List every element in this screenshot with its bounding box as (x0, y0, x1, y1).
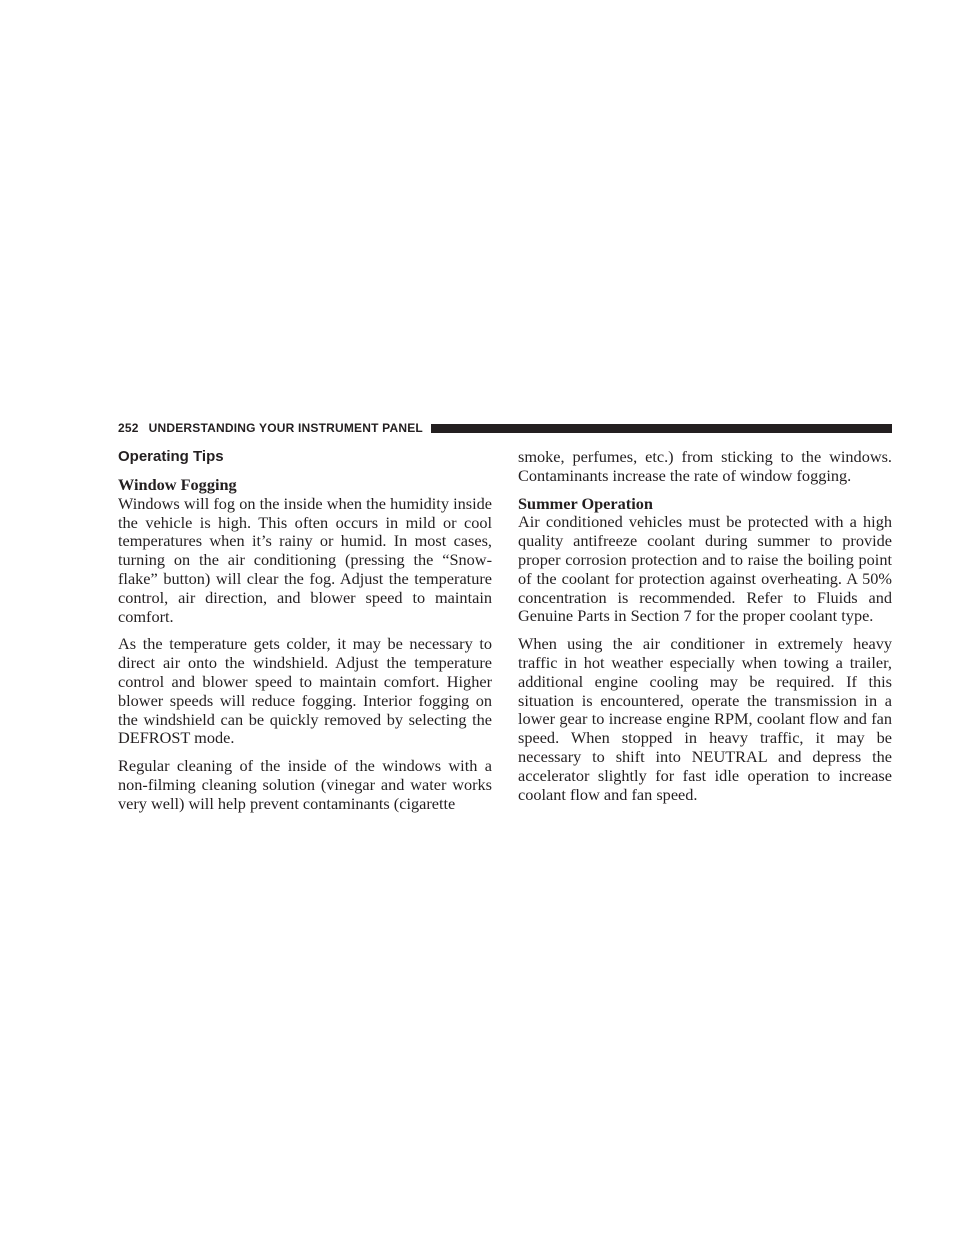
page-number: 252 (118, 421, 139, 435)
paragraph: As the temperature gets colder, it may be necessary to direct air onto the windshield. Adjust the temperature control and blower speed to maintain comfort. Higher blower speeds will reduce fogging. Interior fogging on the windshield can be quickly removed by selecting the DEFROST mode. (118, 634, 492, 748)
left-column (118, 448, 492, 814)
header-rule (431, 424, 892, 433)
subheading-window-fogging: Window Fogging (118, 475, 237, 494)
section-title: Operating Tips (118, 448, 224, 465)
right-column (518, 448, 892, 804)
subheading-summer-operation: Summer Operation (518, 493, 653, 513)
page-header (118, 420, 892, 436)
paragraph: When using the air conditioner in extremely heavy traffic in hot weather especially when towing a trailer, additional engine cooling may be required. If this situation is encountered, operate the transmission in a lower gear to increase engine RPM, coolant flow and fan speed. When stopped in heavy traffic, it may be necessary to shift into NEUTRAL and depress the accelerator slightly for fast idle operation to increase coolant flow and fan speed. (518, 634, 892, 804)
paragraph: Windows will fog on the inside when the humidity inside the vehicle is high. This often occurs in mild or cool temperatures when it’s rainy or humid. In most cases, turning on the air conditioning (pressing the “Snow-flake” button) will clear the fog. Adjust the temperature control, air direction, and blower speed to maintain comfort. (118, 493, 492, 626)
paragraph: Regular cleaning of the inside of the windows with a non-filming cleaning solution (vinegar and water works very well) will help prevent contaminants (cigarette (118, 756, 492, 813)
running-title: UNDERSTANDING YOUR INSTRUMENT PANEL (148, 421, 423, 435)
paragraph: Air conditioned vehicles must be protected with a high quality antifreeze coolant during summer to provide proper corrosion protection and to raise the boiling point of the coolant for protection against overheating. A 50% concentration is recommended. Refer to Fluids and Genuine Parts in Section 7 for the proper coolant type. (518, 512, 892, 626)
paragraph: smoke, perfumes, etc.) from sticking to the windows. Contaminants increase the rate of window fogging. (518, 447, 892, 485)
